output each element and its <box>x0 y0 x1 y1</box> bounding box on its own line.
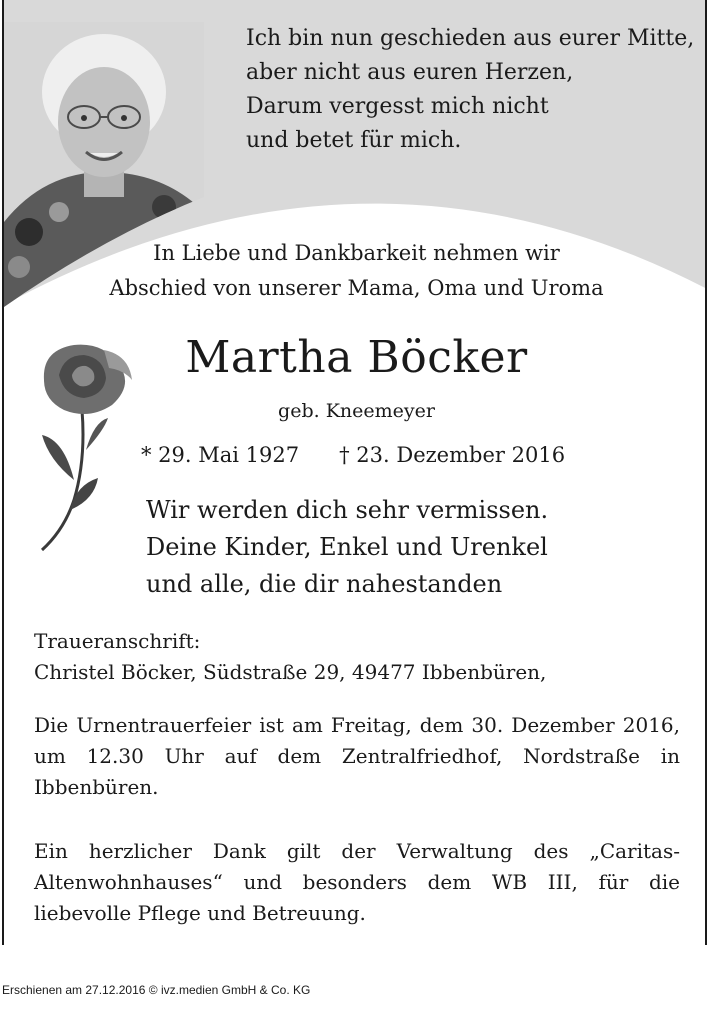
poem-line: und betet für mich. <box>246 128 462 153</box>
address-label: Traueranschrift: <box>34 629 201 653</box>
closing-line: Wir werden dich sehr vermissen. <box>146 496 549 524</box>
publication-footer: Erschienen am 27.12.2016 © ivz.medien GmbH & Co. KG <box>2 983 311 997</box>
closing-line: Deine Kinder, Enkel und Urenkel <box>146 533 548 561</box>
mourning-address <box>34 626 680 688</box>
address-value: Christel Böcker, Südstraße 29, 49477 Ibbenbüren, <box>34 660 547 684</box>
poem-line: Darum vergesst mich nicht <box>246 94 549 119</box>
memorial-poem <box>246 22 694 158</box>
maiden-name: geb. Kneemeyer <box>278 400 435 422</box>
obituary-card <box>2 0 707 945</box>
ceremony-notice: Die Urnentrauerfeier ist am Freitag, dem 30. Dezember 2016, um 12.30 Uhr auf dem Zentralfriedhof, Nordstraße in Ibbenbüren. <box>34 713 680 799</box>
death-date: † 23. Dezember 2016 <box>339 443 566 467</box>
birth-date: * 29. Mai 1927 <box>141 443 300 467</box>
intro-text <box>4 236 707 306</box>
thanks-notice: Ein herzlicher Dank gilt der Verwaltung des „Caritas-Altenwohnhauses“ und besonders dem WB III, für die liebevolle Pflege und Betreuung. <box>34 839 680 925</box>
poem-line: Ich bin nun geschieden aus eurer Mitte, <box>246 26 695 51</box>
poem-line: aber nicht aus euren Herzen, <box>246 60 574 85</box>
intro-line: In Liebe und Dankbarkeit nehmen wir <box>153 241 560 265</box>
life-dates <box>141 440 565 470</box>
closing-line: und alle, die dir nahestanden <box>146 570 503 598</box>
intro-line: Abschied von unserer Mama, Oma und Uroma <box>109 276 604 300</box>
deceased-name: Martha Böcker <box>185 332 528 383</box>
closing-text <box>146 492 548 603</box>
